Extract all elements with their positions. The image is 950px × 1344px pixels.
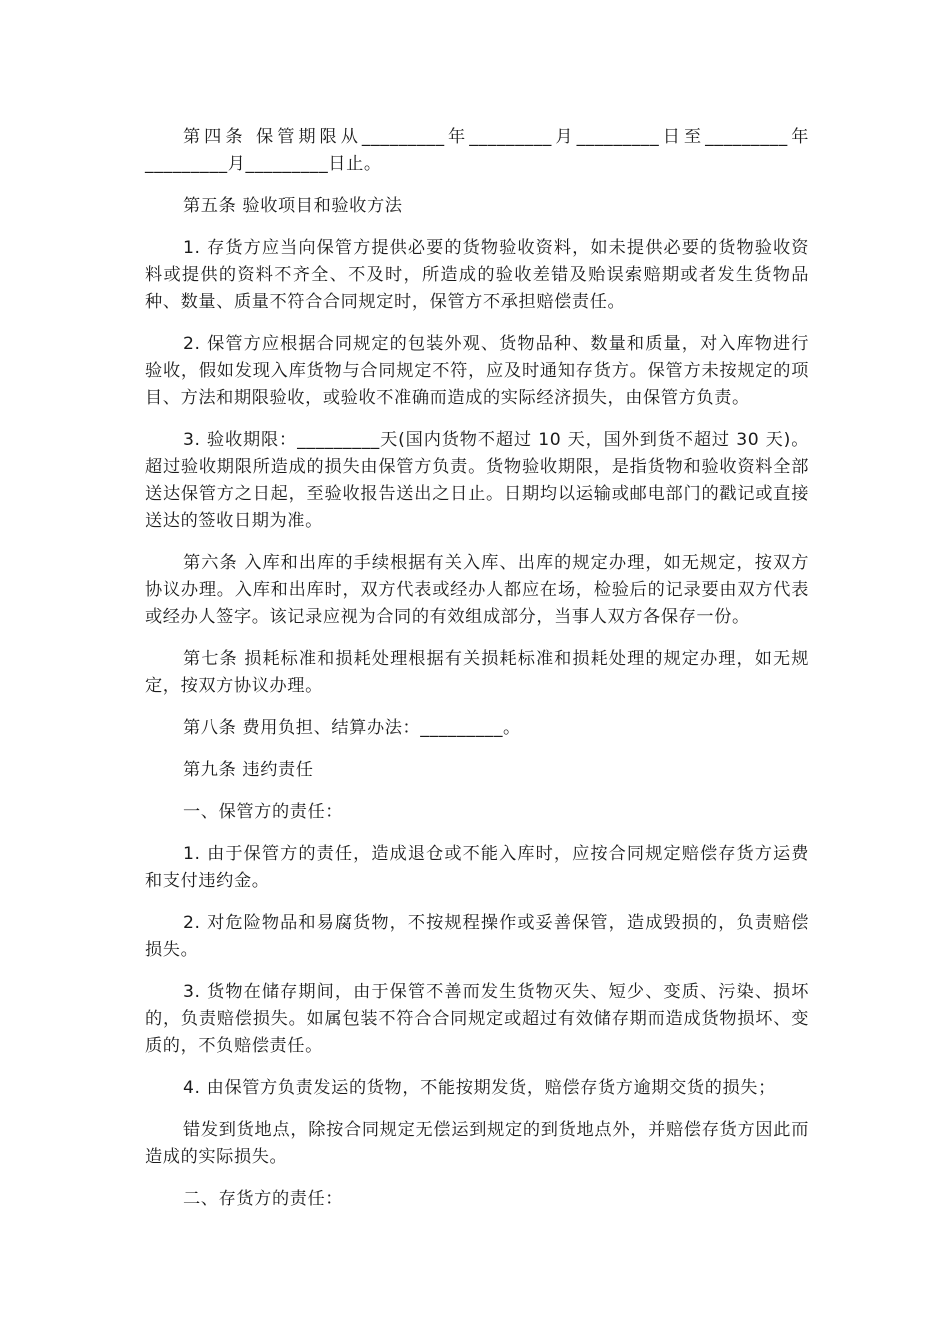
article-5-clause-1: 1. 存货方应当向保管方提供必要的货物验收资料，如未提供必要的货物验收资料或提供的资料不齐全、不及时，所造成的验收差错及贻误索赔期或者发生货物品种、数量、质量不符合合同规定时，保管方不承担赔偿责任。 xyxy=(145,238,809,312)
article-5-clause-3: 3. 验收期限：_________天(国内货物不超过 10 天，国外到货不超过 30 天)。超过验收期限所造成的损失由保管方负责。货物验收期限，是指货物和验收资料全部送达保管方之日起，至验收报告送出之日止。日期均以运输或邮电部门的戳记或直接送达的签收日期为准。 xyxy=(145,430,809,531)
article-4-term: 第四条 保管期限从_________年_________月_________日至_________年_________月_________日止。 xyxy=(145,127,809,174)
article-6: 第六条 入库和出库的手续根据有关入库、出库的规定办理，如无规定，按双方协议办理。入库和出库时，双方代表或经办人都应在场，检验后的记录要由双方代表或经办人签字。该记录应视为合同的有效组成部分，当事人双方各保存一份。 xyxy=(145,553,809,627)
depositor-liability-heading: 二、存货方的责任： xyxy=(183,1189,344,1209)
article-9-heading: 第九条 违约责任 xyxy=(183,760,314,780)
article-5-heading: 第五条 验收项目和验收方法 xyxy=(183,196,403,216)
document-page xyxy=(145,124,809,1228)
custodian-liability-4: 4. 由保管方负责发运的货物，不能按期发货，赔偿存货方逾期交货的损失； xyxy=(183,1078,776,1098)
custodian-liability-misdelivery: 错发到货地点，除按合同规定无偿运到规定的到货地点外，并赔偿存货方因此而造成的实际损失。 xyxy=(145,1120,809,1167)
article-8: 第八条 费用负担、结算办法：_________。 xyxy=(183,718,521,738)
custodian-liability-3: 3. 货物在储存期间，由于保管不善而发生货物灭失、短少、变质、污染、损坏的，负责赔偿损失。如属包装不符合合同规定或超过有效储存期而造成货物损坏、变质的，不负赔偿责任。 xyxy=(145,982,809,1056)
article-5-clause-2: 2. 保管方应根据合同规定的包装外观、货物品种、数量和质量，对入库物进行验收，假如发现入库货物与合同规定不符，应及时通知存货方。保管方未按规定的项目、方法和期限验收，或验收不准确而造成的实际经济损失，由保管方负责。 xyxy=(145,334,809,408)
article-7: 第七条 损耗标准和损耗处理根据有关损耗标准和损耗处理的规定办理，如无规定，按双方协议办理。 xyxy=(145,649,809,696)
custodian-liability-heading: 一、保管方的责任： xyxy=(183,802,344,822)
custodian-liability-2: 2. 对危险物品和易腐货物，不按规程操作或妥善保管，造成毁损的，负责赔偿损失。 xyxy=(145,913,809,960)
custodian-liability-1: 1. 由于保管方的责任，造成退仓或不能入库时，应按合同规定赔偿存货方运费和支付违约金。 xyxy=(145,844,809,891)
